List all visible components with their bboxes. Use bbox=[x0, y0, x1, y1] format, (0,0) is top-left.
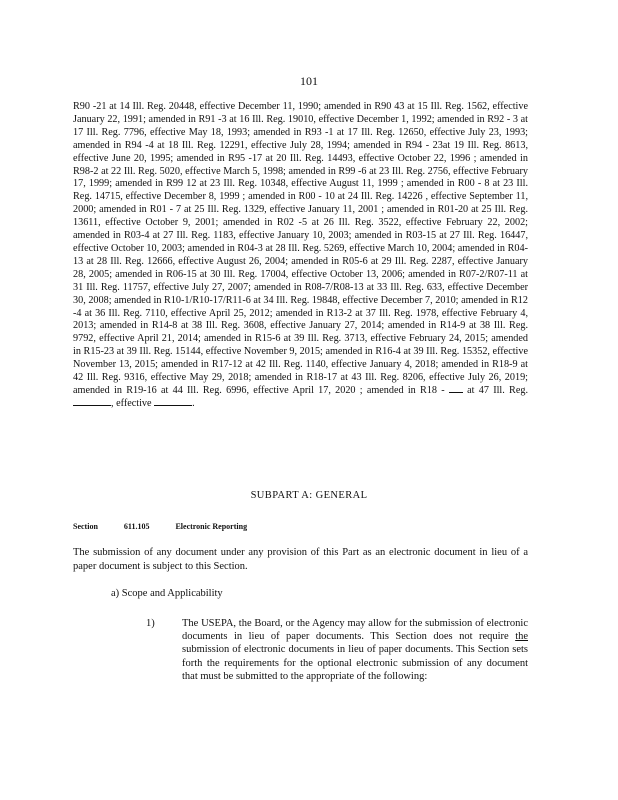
section-title: Electronic Reporting bbox=[175, 522, 248, 531]
subsection-a-heading: a) Scope and Applicability bbox=[111, 588, 223, 599]
section-intro-paragraph: The submission of any document under any provision of this Part as an electronic document in lieu of a paper document is subject to this Section. bbox=[73, 547, 528, 572]
item-1-paragraph bbox=[146, 617, 528, 683]
underlined-word: the bbox=[515, 631, 529, 643]
item-number: 1) bbox=[146, 618, 155, 629]
history-text: R90 -21 at 14 Ill. Reg. 20448, effective December 11, 1990; amended in R90 43 at 15 Ill. Reg. 1562, effective January 22, 1991; amended in R91 -3 at 16 Ill. Reg. 19010, effective December 1, 1992; amended in R92 - 3 at 17 Ill. Reg. 7796, effective May 18, 1993; amended in R93 -1 at 17 Ill. Reg. 12650, effective July 23, 1993; amended in R94 -4 at 18 Ill. Reg. 12291, effective July 28, 1994; amended in R94 - 23at 19 Ill. Reg. 8613, effective June 20, 1995; amended in R95 -17 at 20 Ill. Reg. 14493, effective October 22, 1996 ; amended in R98-2 at 22 Ill. Reg. 5020, effective March 5, 1998; amended in R99 -6 at 23 Ill. Reg. 2756, effective February 17, 1999; amended in R99 12 at 23 Ill. Reg. 10348, effective August 11, 1999 ; amended in R00 - 8 at 23 Ill. Reg. 14715, effective December 8, 1999 ; amended in R00 - 10 at 24 Ill. Reg. 14226 , effective September 11, 2000; amended in R01 - 7 at 25 Ill. Reg. 1329, effective January 11, 2001 ; amended in R01-20 at 25 Ill. Reg. 13611, effective October 9, 2001; amended in R02 -5 at 26 Ill. Reg. 3522, effective February 22, 2002; amended in R03-4 at 27 Ill. Reg. 1183, effective January 10, 2003; amended in R03-15 at 27 Ill. Reg. 16447, effective October 10, 2003; amended in R04-3 at 28 Ill. Reg. 5269, effective March 10, 2004; amended in R04-13 at 28 Ill. Reg. 12666, effective August 26, 2004; amended in R05-6 at 29 Ill. Reg. 2287, effective January 28, 2005; amended in R06-15 at 30 Ill. Reg. 17004, effective October 13, 2006; amended in R07-2/R07-11 at 31 Ill. Reg. 11757, effective July 27, 2007; amended in R08-7/R08-13 at 33 Ill. Reg. 633, effective December 30, 2008; amended in R10-1/R10-17/R11-6 at 34 Ill. Reg. 19848, effective December 7, 2010; amended in R12 -4 at 36 Ill. Reg. 7110, effective April 25, 2012; amended in R13-2 at 37 Ill. Reg. 1978, effective February 4, 2013; amended in R14-8 at 38 Ill. Reg. 3608, effective January 27, 2014; amended in R14-9 at 38 Ill. Reg. 9792, effective April 21, 2014; amended in R15-6 at 39 Ill. Reg. 3713, effective February 24, 2015; amended in R15-23 at 39 Ill. Reg. 15144, effective November 9, 2015; amended in R16-4 at 39 Ill. Reg. 15352, effective November 13, 2015; amended in R17-12 at 42 Ill. Reg. 1140, effective January 4, 2018; amended in R18-9 at 42 Ill. Reg. 9316, effective May 29, 2018; amended in R18-17 at 43 Ill. Reg. 8206, effective July 26, 2019; amended in R19-16 at 44 Ill. Reg. 6996, effective April 17, 2020 ; amended in R18 - bbox=[73, 101, 528, 396]
history-tail-period: . bbox=[192, 397, 195, 409]
section-label: Section bbox=[73, 522, 98, 531]
item-text-before: The USEPA, the Board, or the Agency may allow for the submission of electronic documents in lieu of paper documents. This Section does not require bbox=[182, 618, 528, 643]
page-number: 101 bbox=[300, 74, 318, 88]
history-tail-at: at 47 Ill. Reg. bbox=[467, 384, 528, 396]
item-text-after: submission of electronic documents in lieu of paper documents. This Section sets forth the requirements for the optional electronic submission of any document that must be submitted to the appropriate of the following: bbox=[182, 644, 528, 682]
section-number: 611.105 bbox=[123, 522, 150, 531]
blank-line bbox=[73, 405, 111, 406]
blank-line bbox=[449, 392, 463, 393]
subpart-heading: SUBPART A: GENERAL bbox=[250, 490, 368, 501]
blank-line bbox=[154, 405, 192, 406]
source-history-note bbox=[73, 101, 528, 411]
history-tail-comma: , bbox=[111, 397, 114, 409]
item-body bbox=[146, 617, 528, 683]
section-heading bbox=[73, 522, 271, 531]
history-tail-effective: effective bbox=[116, 397, 152, 409]
